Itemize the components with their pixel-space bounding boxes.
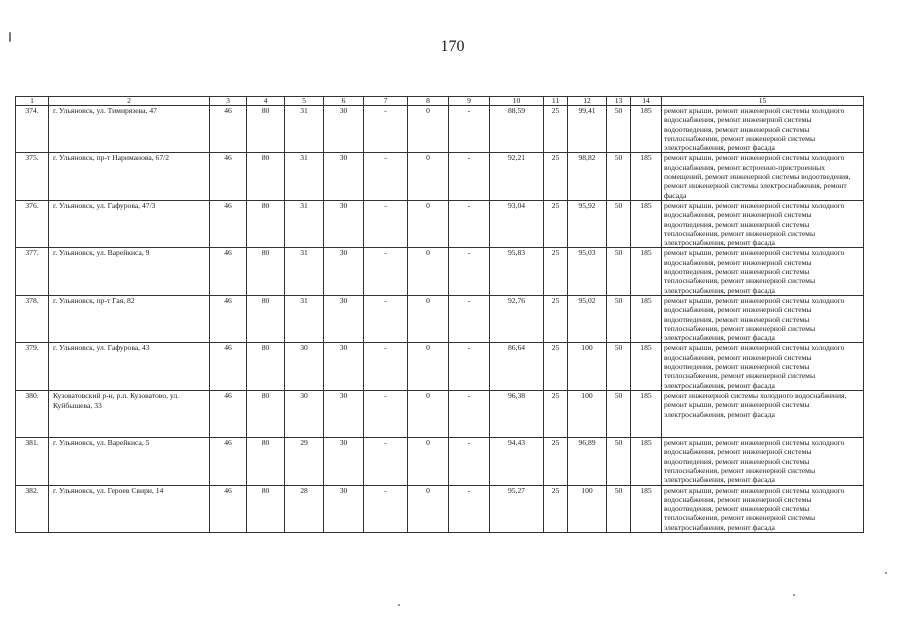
works-cell: ремонт крыши, ремонт инженерной системы холодного водоснабжения, ремонт инженерной системы водоотведения, ремонт инженерной системы теплоснабжения, ремонт инженерной системы электроснабжения, ремонт фасада [662, 485, 864, 532]
row-number-cell: 376. [16, 200, 49, 247]
column-header-7: 7 [364, 97, 408, 106]
col8-cell: 0 [408, 200, 449, 247]
col3-cell: 46 [210, 153, 247, 200]
col9-cell: - [449, 200, 490, 247]
col12-cell: 95,02 [568, 295, 607, 342]
col8-cell: 0 [408, 438, 449, 485]
col8-cell: 0 [408, 390, 449, 437]
col6-cell: 30 [324, 248, 364, 295]
col11-cell: 25 [544, 200, 568, 247]
col10-cell: 93,04 [490, 200, 544, 247]
col9-cell: - [449, 153, 490, 200]
table-row [16, 248, 864, 295]
works-cell: ремонт крыши, ремонт инженерной системы холодного водоснабжения, ремонт инженерной системы водоотведения, ремонт инженерной системы теплоснабжения, ремонт инженерной системы электроснабжения, ремонт фасада [662, 248, 864, 295]
row-number-cell: 377. [16, 248, 49, 295]
address-cell: г. Ульяновск, ул. Гафурова, 47/3 [49, 200, 210, 247]
row-number-cell: 378. [16, 295, 49, 342]
col11-cell: 25 [544, 390, 568, 437]
col14-cell: 185 [631, 200, 662, 247]
column-header-11: 11 [544, 97, 568, 106]
col11-cell: 25 [544, 485, 568, 532]
col14-cell: 185 [631, 153, 662, 200]
col8-cell: 0 [408, 485, 449, 532]
col3-cell: 46 [210, 485, 247, 532]
col13-cell: 50 [607, 106, 631, 153]
col8-cell: 0 [408, 106, 449, 153]
col14-cell: 185 [631, 106, 662, 153]
column-header-5: 5 [285, 97, 324, 106]
table-row [16, 390, 864, 437]
col7-cell: - [364, 248, 408, 295]
address-cell: г. Ульяновск, пр-т Нариманова, 67/2 [49, 153, 210, 200]
col4-cell: 80 [247, 390, 285, 437]
col11-cell: 25 [544, 438, 568, 485]
address-cell: г. Ульяновск, ул. Тимирязева, 47 [49, 106, 210, 153]
page-number: 170 [440, 38, 465, 55]
column-header-8: 8 [408, 97, 449, 106]
col4-cell: 80 [247, 438, 285, 485]
col7-cell: - [364, 106, 408, 153]
column-header-4: 4 [247, 97, 285, 106]
col12-cell: 95,03 [568, 248, 607, 295]
col10-cell: 95,83 [490, 248, 544, 295]
col3-cell: 46 [210, 248, 247, 295]
col3-cell: 46 [210, 343, 247, 390]
column-header-13: 13 [607, 97, 631, 106]
works-cell: ремонт крыши, ремонт инженерной системы холодного водоснабжения, ремонт встроенно-пристроенных помещений, ремонт инженерной системы водоотведения, ремонт инженерной системы электроснабжения, ремонт фасада [662, 153, 864, 200]
col11-cell: 25 [544, 295, 568, 342]
column-header-6: 6 [324, 97, 364, 106]
column-header-14: 14 [631, 97, 662, 106]
col8-cell: 0 [408, 248, 449, 295]
col6-cell: 30 [324, 200, 364, 247]
row-number-cell: 382. [16, 485, 49, 532]
address-cell: Кузоватовский р-н, р.п. Кузоватово, ул. Куйбышева, 33 [49, 390, 210, 437]
scan-speck [398, 604, 400, 606]
col12-cell: 95,92 [568, 200, 607, 247]
table-row [16, 153, 864, 200]
column-header-15: 15 [662, 97, 864, 106]
col7-cell: - [364, 390, 408, 437]
address-cell: г. Ульяновск, ул. Варейкиса, 5 [49, 438, 210, 485]
address-cell: г. Ульяновск, ул. Героев Свири, 14 [49, 485, 210, 532]
col6-cell: 30 [324, 153, 364, 200]
row-number-cell: 380. [16, 390, 49, 437]
col14-cell: 185 [631, 248, 662, 295]
scan-speck [793, 594, 795, 596]
col4-cell: 80 [247, 153, 285, 200]
scan-speck [9, 32, 11, 42]
col6-cell: 30 [324, 343, 364, 390]
col9-cell: - [449, 295, 490, 342]
table-row [16, 295, 864, 342]
col12-cell: 98,82 [568, 153, 607, 200]
col10-cell: 92,76 [490, 295, 544, 342]
scan-speck [885, 572, 887, 574]
address-cell: г. Ульяновск, ул. Варейкиса, 9 [49, 248, 210, 295]
col12-cell: 96,89 [568, 438, 607, 485]
col11-cell: 25 [544, 106, 568, 153]
works-cell: ремонт крыши, ремонт инженерной системы холодного водоснабжения, ремонт инженерной системы водоотведения, ремонт инженерной системы теплоснабжения, ремонт инженерной системы электроснабжения, ремонт фасада [662, 106, 864, 153]
row-number-cell: 379. [16, 343, 49, 390]
col14-cell: 185 [631, 390, 662, 437]
col7-cell: - [364, 295, 408, 342]
row-number-cell: 381. [16, 438, 49, 485]
col5-cell: 30 [285, 343, 324, 390]
row-number-cell: 374. [16, 106, 49, 153]
col3-cell: 46 [210, 200, 247, 247]
col9-cell: - [449, 343, 490, 390]
address-cell: г. Ульяновск, пр-т Гая, 82 [49, 295, 210, 342]
col14-cell: 185 [631, 295, 662, 342]
col3-cell: 46 [210, 438, 247, 485]
col6-cell: 30 [324, 106, 364, 153]
col9-cell: - [449, 485, 490, 532]
col4-cell: 80 [247, 485, 285, 532]
col6-cell: 30 [324, 390, 364, 437]
works-cell: ремонт крыши, ремонт инженерной системы холодного водоснабжения, ремонт инженерной системы водоотведения, ремонт инженерной системы теплоснабжения, ремонт инженерной системы электроснабжения, ремонт фасада [662, 200, 864, 247]
col13-cell: 50 [607, 248, 631, 295]
col10-cell: 96,38 [490, 390, 544, 437]
col6-cell: 30 [324, 485, 364, 532]
col13-cell: 50 [607, 153, 631, 200]
col13-cell: 50 [607, 438, 631, 485]
col3-cell: 46 [210, 106, 247, 153]
col11-cell: 25 [544, 248, 568, 295]
col12-cell: 100 [568, 343, 607, 390]
col12-cell: 99,41 [568, 106, 607, 153]
repair-table-sheet [15, 96, 863, 533]
col5-cell: 31 [285, 295, 324, 342]
col4-cell: 80 [247, 200, 285, 247]
table-row [16, 438, 864, 485]
col14-cell: 185 [631, 343, 662, 390]
col13-cell: 50 [607, 390, 631, 437]
table-row [16, 200, 864, 247]
col4-cell: 80 [247, 343, 285, 390]
col5-cell: 31 [285, 153, 324, 200]
col12-cell: 100 [568, 390, 607, 437]
col9-cell: - [449, 248, 490, 295]
col8-cell: 0 [408, 153, 449, 200]
col12-cell: 100 [568, 485, 607, 532]
col10-cell: 92,21 [490, 153, 544, 200]
table-row [16, 343, 864, 390]
column-header-10: 10 [490, 97, 544, 106]
col5-cell: 28 [285, 485, 324, 532]
col9-cell: - [449, 438, 490, 485]
col5-cell: 31 [285, 106, 324, 153]
col8-cell: 0 [408, 343, 449, 390]
col7-cell: - [364, 200, 408, 247]
works-cell: ремонт инженерной системы холодного водоснабжения, ремонт крыши, ремонт инженерной системы электроснабжения, ремонт фасада [662, 390, 864, 437]
column-number-row [16, 97, 864, 106]
col7-cell: - [364, 153, 408, 200]
col13-cell: 50 [607, 485, 631, 532]
col7-cell: - [364, 343, 408, 390]
col8-cell: 0 [408, 295, 449, 342]
col13-cell: 50 [607, 200, 631, 247]
works-cell: ремонт крыши, ремонт инженерной системы холодного водоснабжения, ремонт инженерной системы водоотведения, ремонт инженерной системы теплоснабжения, ремонт инженерной системы электроснабжения, ремонт фасада [662, 295, 864, 342]
column-header-3: 3 [210, 97, 247, 106]
column-header-12: 12 [568, 97, 607, 106]
col5-cell: 30 [285, 390, 324, 437]
col13-cell: 50 [607, 295, 631, 342]
column-header-2: 2 [49, 97, 210, 106]
col4-cell: 80 [247, 106, 285, 153]
col7-cell: - [364, 485, 408, 532]
col14-cell: 185 [631, 438, 662, 485]
col3-cell: 46 [210, 295, 247, 342]
col4-cell: 80 [247, 248, 285, 295]
col9-cell: - [449, 390, 490, 437]
col5-cell: 31 [285, 200, 324, 247]
column-header-9: 9 [449, 97, 490, 106]
address-cell: г. Ульяновск, ул. Гафурова, 43 [49, 343, 210, 390]
col13-cell: 50 [607, 343, 631, 390]
works-cell: ремонт крыши, ремонт инженерной системы холодного водоснабжения, ремонт инженерной системы водоотведения, ремонт инженерной системы теплоснабжения, ремонт инженерной системы электроснабжения, ремонт фасада [662, 343, 864, 390]
col10-cell: 95,27 [490, 485, 544, 532]
table-row [16, 106, 864, 153]
column-header-1: 1 [16, 97, 49, 106]
col6-cell: 30 [324, 438, 364, 485]
table-row [16, 485, 864, 532]
col3-cell: 46 [210, 390, 247, 437]
col4-cell: 80 [247, 295, 285, 342]
col14-cell: 185 [631, 485, 662, 532]
col10-cell: 88,59 [490, 106, 544, 153]
col5-cell: 29 [285, 438, 324, 485]
col11-cell: 25 [544, 153, 568, 200]
col10-cell: 86,64 [490, 343, 544, 390]
col6-cell: 30 [324, 295, 364, 342]
col10-cell: 94,43 [490, 438, 544, 485]
col5-cell: 31 [285, 248, 324, 295]
row-number-cell: 375. [16, 153, 49, 200]
col7-cell: - [364, 438, 408, 485]
col9-cell: - [449, 106, 490, 153]
works-cell: ремонт крыши, ремонт инженерной системы холодного водоснабжения, ремонт инженерной системы водоотведения, ремонт инженерной системы теплоснабжения, ремонт инженерной системы электроснабжения, ремонт фасада [662, 438, 864, 485]
repair-table [15, 96, 864, 533]
col11-cell: 25 [544, 343, 568, 390]
